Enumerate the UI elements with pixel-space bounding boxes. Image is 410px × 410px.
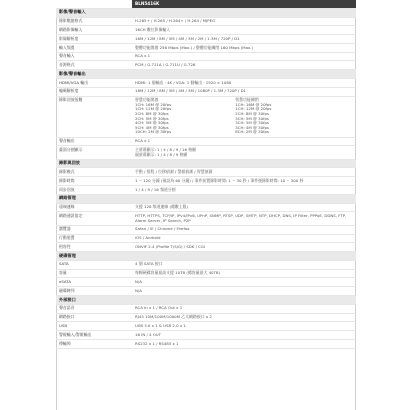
- spec-value: RCA In x 1 / RCA Out x 1: [132, 304, 356, 313]
- section-title: 外部接口: [56, 296, 356, 305]
- model-label-cell: [56, 0, 132, 8]
- section-title: 網路管理: [56, 194, 356, 203]
- spec-row: [56, 79, 356, 88]
- spec-label: 行動裝置: [56, 234, 132, 243]
- spec-value: 1 / 4 / 9 / 16 頻道分割: [132, 186, 356, 195]
- spec-row: [56, 331, 356, 340]
- section-title: 硬碟管理: [56, 252, 356, 261]
- spec-label: 同步回放: [56, 186, 132, 195]
- spec-label: 相容性: [56, 243, 132, 252]
- section-title: 錄影與回放: [56, 159, 356, 168]
- spec-row: [56, 278, 356, 287]
- spec-row: [56, 17, 356, 26]
- spec-label: 錄影回放張數: [56, 96, 132, 137]
- spec-value: [132, 96, 356, 137]
- spec-value-col-b: 智慧功能關閉 1CH: 16M @ 20fps 1CH: 12M @ 20fps 2CH: 8M @ 30fps 3CH: 5M @ 30fps 3CH: 5M @ 30fps 3CH: 4M @ 30fps 8CH: 2M @ 30fps: [235, 97, 272, 135]
- spec-row: [56, 87, 356, 96]
- section-header: [56, 296, 356, 305]
- spec-value: 1 ~ 120 分鐘 (預設為 60 分鐘) / 事件前置錄影時間: 1 ~ 30 秒 / 事件後錄影時間: 10 ~ 300 秒: [132, 177, 356, 186]
- spec-value: 16M / 12M / 8M / 5M / 4M / 3M / 2M / 1.3M / 720P / D1: [132, 35, 356, 44]
- spec-value: Safari / IE / Chrome / Firefox: [132, 225, 356, 234]
- spec-value-col-a: 智慧功能開啟 1CH: 16M @ 20fps 1CH: 12M @ 20fps 2CH: 8M @ 30fps 2CH: 5M @ 30fps 4CH: 5M @ 30fps 5CH: 4M @ 30fps 10CH: 2M @ 30fps: [135, 97, 172, 135]
- spec-row: [56, 313, 356, 322]
- spec-value: 16CH 數位影像輸入: [132, 26, 356, 35]
- spec-label: 容量: [56, 269, 132, 278]
- spec-row: [56, 177, 356, 186]
- spec-table: [56, 0, 356, 349]
- section-header: [56, 8, 356, 17]
- spec-label: 音源格式: [56, 61, 132, 70]
- spec-label: 傳輸埠: [56, 339, 132, 348]
- spec-row: [56, 287, 356, 296]
- spec-label: 錄影時間: [56, 177, 132, 186]
- spec-label: 畫面分割顯示: [56, 146, 132, 159]
- spec-label: 錄影壓縮格式: [56, 17, 132, 26]
- spec-row: [56, 26, 356, 35]
- spec-row: [56, 168, 356, 177]
- spec-value: HTTP, HTTPS, TCP/IP, IPv4/IPv6, UPnP, SNMP, RTSP, UDP, SMTP, NTP, DHCP, DNS, IP Filter, PPPoE, DDNS, FTP, Alarm Server, IP Search, P2P: [132, 212, 356, 225]
- section-header: [56, 159, 356, 168]
- spec-value: 4 個 SATA 接口: [132, 260, 356, 269]
- spec-row: [56, 269, 356, 278]
- spec-value: ONVIF 2.4 (Profile T/S/G) / SDK / CGI: [132, 243, 356, 252]
- spec-row: [56, 260, 356, 269]
- spec-value: RJ45 10M/100M/1000M 乙太網路接口 x 2: [132, 313, 356, 322]
- spec-label: 磁碟陣列: [56, 287, 132, 296]
- spec-label: USB: [56, 322, 132, 331]
- spec-label: 編碼解析度: [56, 87, 132, 96]
- spec-value: 支援 128 頻道連線 (總數上限): [132, 203, 356, 212]
- spec-row: [56, 186, 356, 195]
- spec-row: [56, 43, 356, 52]
- spec-label: HDMI/VGA 輸出: [56, 79, 132, 88]
- spec-row: [56, 243, 356, 252]
- spec-table-body: [56, 0, 356, 348]
- spec-value: iOS / Android: [132, 234, 356, 243]
- spec-label: 警報輸入/警報輸出: [56, 331, 132, 340]
- spec-row: [56, 234, 356, 243]
- spec-label: 網路通訊協定: [56, 212, 132, 225]
- spec-value: USB 3.0 x 1 & USB 2.0 x 1: [132, 322, 356, 331]
- spec-value: 手動 / 排程 / 位移偵測 / 警報偵測 / 智慧偵測: [132, 168, 356, 177]
- spec-row: [56, 322, 356, 331]
- section-title: 影像/聲音輸出: [56, 70, 356, 79]
- spec-label: 影像解析度: [56, 35, 132, 44]
- spec-label: 遠端連線: [56, 203, 132, 212]
- spec-value: RS232 x 1 / RS485 x 1: [132, 339, 356, 348]
- spec-label: 聲音輸出: [56, 137, 132, 146]
- spec-row: [56, 52, 356, 61]
- spec-label: 錄影模式: [56, 168, 132, 177]
- spec-row: [56, 146, 356, 159]
- spec-value: N/A: [132, 287, 356, 296]
- spec-label: 輸入頻寬: [56, 43, 132, 52]
- spec-value: RCA x 1: [132, 137, 356, 146]
- spec-value: 16 IN / 4 OUT: [132, 331, 356, 340]
- spec-value: RCA x 1: [132, 52, 356, 61]
- spec-row: [56, 35, 356, 44]
- model-name: BLN5416K: [132, 0, 356, 8]
- spec-value: H.265+ / H.265 / H.264+ / H.264 / MJPEG: [132, 17, 356, 26]
- spec-row: [56, 96, 356, 137]
- spec-row: [56, 225, 356, 234]
- spec-label: SATA: [56, 260, 132, 269]
- spec-value: HDMI: 1 個輸出 · 4K / VGA: 1 個輸出 · 1920 × 1080: [132, 79, 356, 88]
- spec-value: 整體功能開啟 256 Mbps (Max.) / 整體功能關閉 160 Mbps (Max.): [132, 43, 356, 52]
- spec-row: [56, 339, 356, 348]
- spec-value: 主螢幕顯示: 1 / 4 / 8 / 9 / 16 格顯 副螢幕顯示: 1 / 4 / 8 / 9 格顯: [132, 146, 356, 159]
- spec-row: [56, 61, 356, 70]
- model-row: [56, 0, 356, 8]
- spec-value: 每顆硬碟容量最高支援 10TB (總容量最大 40TB): [132, 269, 356, 278]
- spec-row: [56, 203, 356, 212]
- spec-value: N/A: [132, 278, 356, 287]
- spec-label: 聲音語音: [56, 304, 132, 313]
- spec-label: eSATA: [56, 278, 132, 287]
- section-header: [56, 70, 356, 79]
- spec-row: [56, 137, 356, 146]
- section-title: 影像/聲音輸入: [56, 8, 356, 17]
- spec-label: 網路接口: [56, 313, 132, 322]
- spec-row: [56, 212, 356, 225]
- spec-value-columns: [135, 98, 353, 135]
- spec-label: 聲音輸入: [56, 52, 132, 61]
- spec-row: [56, 304, 356, 313]
- spec-label: 瀏覽器: [56, 225, 132, 234]
- spec-label: 網路影像輸入: [56, 26, 132, 35]
- spec-value: 16M / 12M / 8M / 5M / 4M / 3M / 1080P / 1.3M / 720P / D1: [132, 87, 356, 96]
- section-header: [56, 194, 356, 203]
- spec-value: PCM / G.711A / G.711U / G.726: [132, 61, 356, 70]
- section-header: [56, 252, 356, 261]
